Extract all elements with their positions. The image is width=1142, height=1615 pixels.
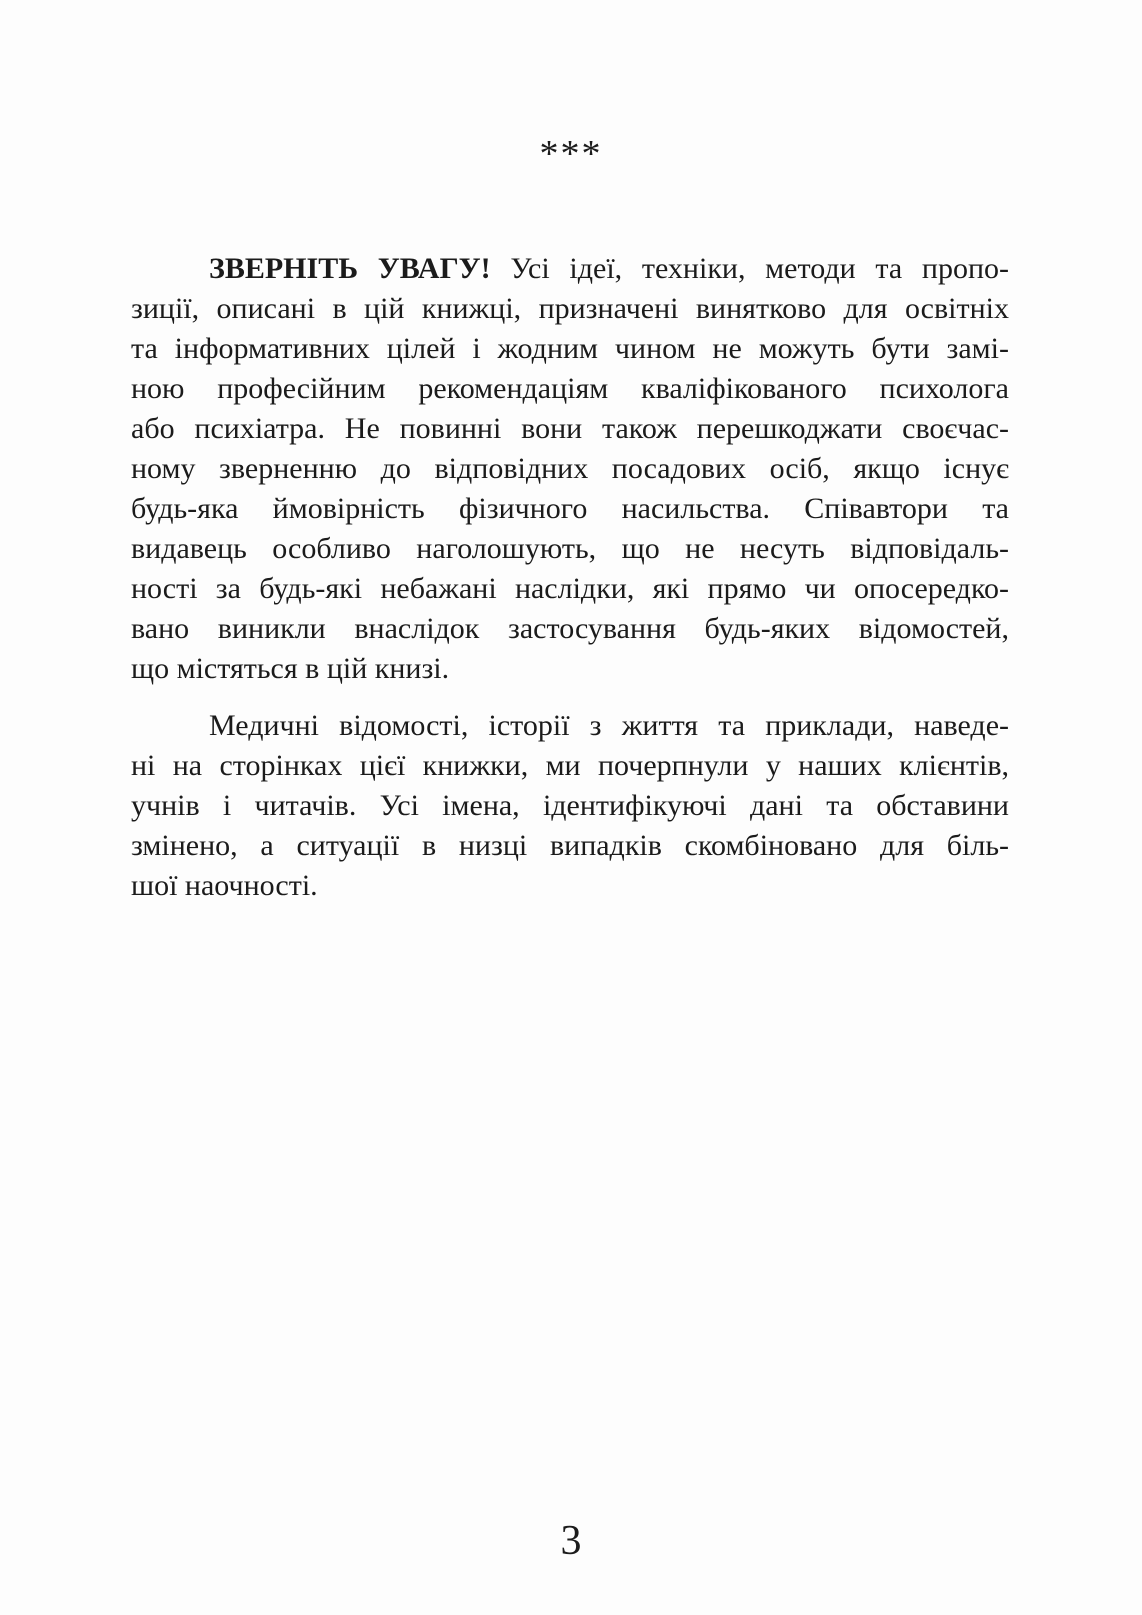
text-line: учнів і читачів. Усі імена, ідентифікуючі дані та обставини [131, 789, 1009, 822]
text-line: та інформативних цілей і жодним чином не можуть бути замі- [131, 332, 1009, 365]
text-line [131, 249, 1009, 289]
section-separator: *** [539, 133, 603, 175]
text-line: що містяться в цій книзі. [131, 652, 450, 685]
page-number: 3 [560, 1518, 582, 1564]
notice-lead: ЗВЕРНІТЬ УВАГУ! [209, 252, 491, 285]
text-line: ності за будь-які небажані наслідки, які прямо чи опосередко- [131, 572, 1009, 605]
text-line: або психіатра. Не повинні вони також перешкоджати своєчас- [131, 412, 1009, 445]
sources-paragraph [131, 706, 1009, 906]
text-line: Медичні відомості, історії з життя та приклади, наведе- [209, 709, 1009, 742]
text-line: ні на сторінках цієї книжки, ми почерпнули у наших клієнтів, [131, 749, 1009, 782]
text-block [131, 249, 1009, 906]
text-line: змінено, а ситуації в низці випадків скомбіновано для біль- [131, 829, 1009, 862]
notice-paragraph [131, 249, 1009, 689]
text-line-rest: Усі ідеї, техніки, методи та пропо- [490, 252, 1009, 285]
text-line: шої наочності. [131, 869, 318, 902]
text-line: зиції, описані в цій книжці, призначені винятково для освітніх [131, 292, 1009, 325]
text-line: будь-яка ймовірність фізичного насильства. Співавтори та [131, 492, 1009, 525]
text-line: вано виникли внаслідок застосування будь-яких відомостей, [131, 612, 1009, 645]
text-line: ною професійним рекомендаціям кваліфікованого психолога [131, 372, 1009, 405]
text-line: ному зверненню до відповідних посадових осіб, якщо існує [131, 452, 1009, 485]
text-line: видавець особливо наголошують, що не несуть відповідаль- [131, 532, 1009, 565]
